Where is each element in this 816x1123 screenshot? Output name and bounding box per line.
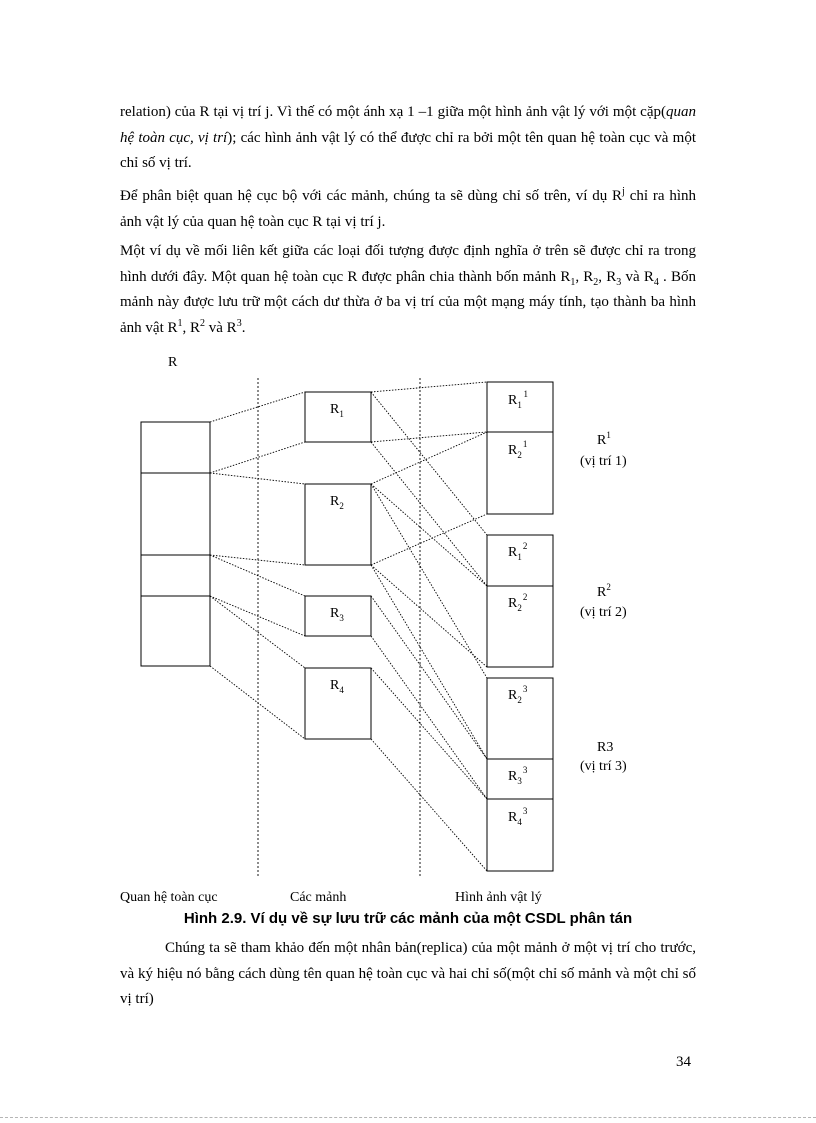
paragraph-3-sup-3: 3 [236, 317, 242, 329]
site-label-2 [580, 582, 627, 620]
paragraph-1-text-b: ); các hình ảnh vật lý có thể được chỉ ra bởi một tên quan hệ toàn cục và một chỉ số vị trí. [120, 129, 696, 171]
paragraph-2 [120, 184, 696, 235]
svg-text:R11: $R_1^1$ [508, 389, 529, 410]
paragraph-3-sub-3: 3 [616, 276, 622, 288]
svg-text:R3: R3 [597, 740, 614, 755]
paragraph-3-sub-1: 1 [570, 276, 576, 288]
paragraph-1 [120, 100, 696, 177]
svg-text:R4: $R_4$ [330, 678, 344, 695]
paragraph-3-text-c7: . [241, 319, 246, 336]
paragraph-2-text-b: chỉ ra hình ảnh vật lý của quan hệ toàn cục R tại vị trí j. [120, 188, 696, 230]
svg-text:R33: $R_3^3$ [508, 765, 528, 786]
figure-caption: Hình 2.9. Ví dụ về sự lưu trữ các mảnh của một CSDL phân tán [183, 910, 633, 927]
paragraph-4-text: Chúng ta sẽ tham khảo đến một nhân bản(replica) của một mảnh ở một vị trí cho trước, và ký hiệu nó bằng cách dùng tên quan hệ toàn cục và hai chỉ số(một chỉ số mảnh và một chỉ số vị trí) [120, 940, 696, 1007]
svg-text:R2: $R_2$ [330, 494, 344, 511]
paragraph-3-text-a: Một ví dụ về mối liên kết giữa các loại đối tượng được định nghĩa ở trên sẽ được chỉ ra trong hình dưới đây. Một quan hệ toàn cục R được phân chia thành bốn mảnh R [120, 243, 696, 285]
fragmentation-diagram [0, 340, 816, 910]
site-label-1 [580, 430, 627, 469]
svg-text:R23: $R_2^3$ [508, 684, 528, 705]
paragraph-3-sub-4: 4 [653, 276, 659, 288]
paragraph-3-sup-2: 2 [200, 317, 206, 329]
paragraph-2-sup: j [622, 186, 625, 197]
physical-image-site-2 [487, 535, 553, 667]
fragment-r2 [305, 484, 371, 565]
svg-text:R1: $R_1$ [330, 402, 344, 419]
col-label-images: Hình ảnh vật lý [455, 890, 542, 905]
paragraph-3-sub-2: 2 [593, 276, 599, 288]
fragment-r3 [305, 596, 371, 636]
physical-image-site-1 [487, 382, 553, 514]
paragraph-3-text-c3: và R [621, 268, 654, 285]
svg-text:R22: $R_2^2$ [508, 592, 528, 613]
paragraph-3-text-c4: . Bốn mảnh này được lưu trữ một cách dư thừa ở ba vị trí của một mạng máy tính, tạo thành ba hình ảnh vật R [120, 268, 697, 336]
svg-text:R2: $R^2$ [597, 582, 611, 600]
svg-text:R43: $R_4^3$ [508, 806, 528, 827]
paragraph-4 [120, 936, 696, 1013]
global-relation-box [141, 422, 210, 666]
paragraph-1-text-a: relation) của R tại vị trí j. Vì thế có một ánh xạ 1 –1 giữa một hình ảnh vật lý với một cặp( [120, 104, 666, 120]
paragraph-3-text-c1: , R [575, 268, 594, 285]
paragraph-3-text-c5: , R [182, 319, 201, 336]
paragraph-2-text-a: Để phân biệt quan hệ cục bộ với các mảnh, chúng ta sẽ dùng chỉ số trên, ví dụ R [120, 188, 623, 204]
fragment-r4 [305, 668, 371, 739]
col-label-fragments: Các mảnh [290, 890, 347, 905]
links-fragments-to-images [371, 382, 487, 871]
site-label-3 [580, 740, 627, 774]
col-label-global: Quan hệ toàn cục [120, 890, 218, 905]
svg-text:R3: $R_3$ [330, 606, 344, 623]
paragraph-3-text-c2: , R [598, 268, 617, 285]
physical-image-site-3 [487, 678, 553, 871]
svg-text:R12: $R_1^2$ [508, 541, 528, 562]
svg-text:(vị trí 3): (vị trí 3) [580, 759, 627, 774]
links-global-to-fragments [210, 392, 305, 739]
svg-text:R21: $R_2^1$ [508, 439, 528, 460]
page-number: 34 [676, 1054, 691, 1070]
fragment-r1 [305, 392, 371, 442]
paragraph-3 [120, 239, 696, 341]
paragraph-1-emphasis: quan hệ toàn cục, vị trí [120, 104, 696, 146]
svg-text:(vị trí 2): (vị trí 2) [580, 605, 627, 620]
global-relation-label: R [168, 355, 178, 370]
svg-text:R1: $R^1$ [597, 430, 611, 448]
svg-text:(vị trí 1): (vị trí 1) [580, 454, 627, 469]
paragraph-3-text-c6: và R [205, 319, 237, 336]
paragraph-3-sup-1: 1 [177, 317, 183, 329]
page-bottom-border [0, 1117, 816, 1118]
